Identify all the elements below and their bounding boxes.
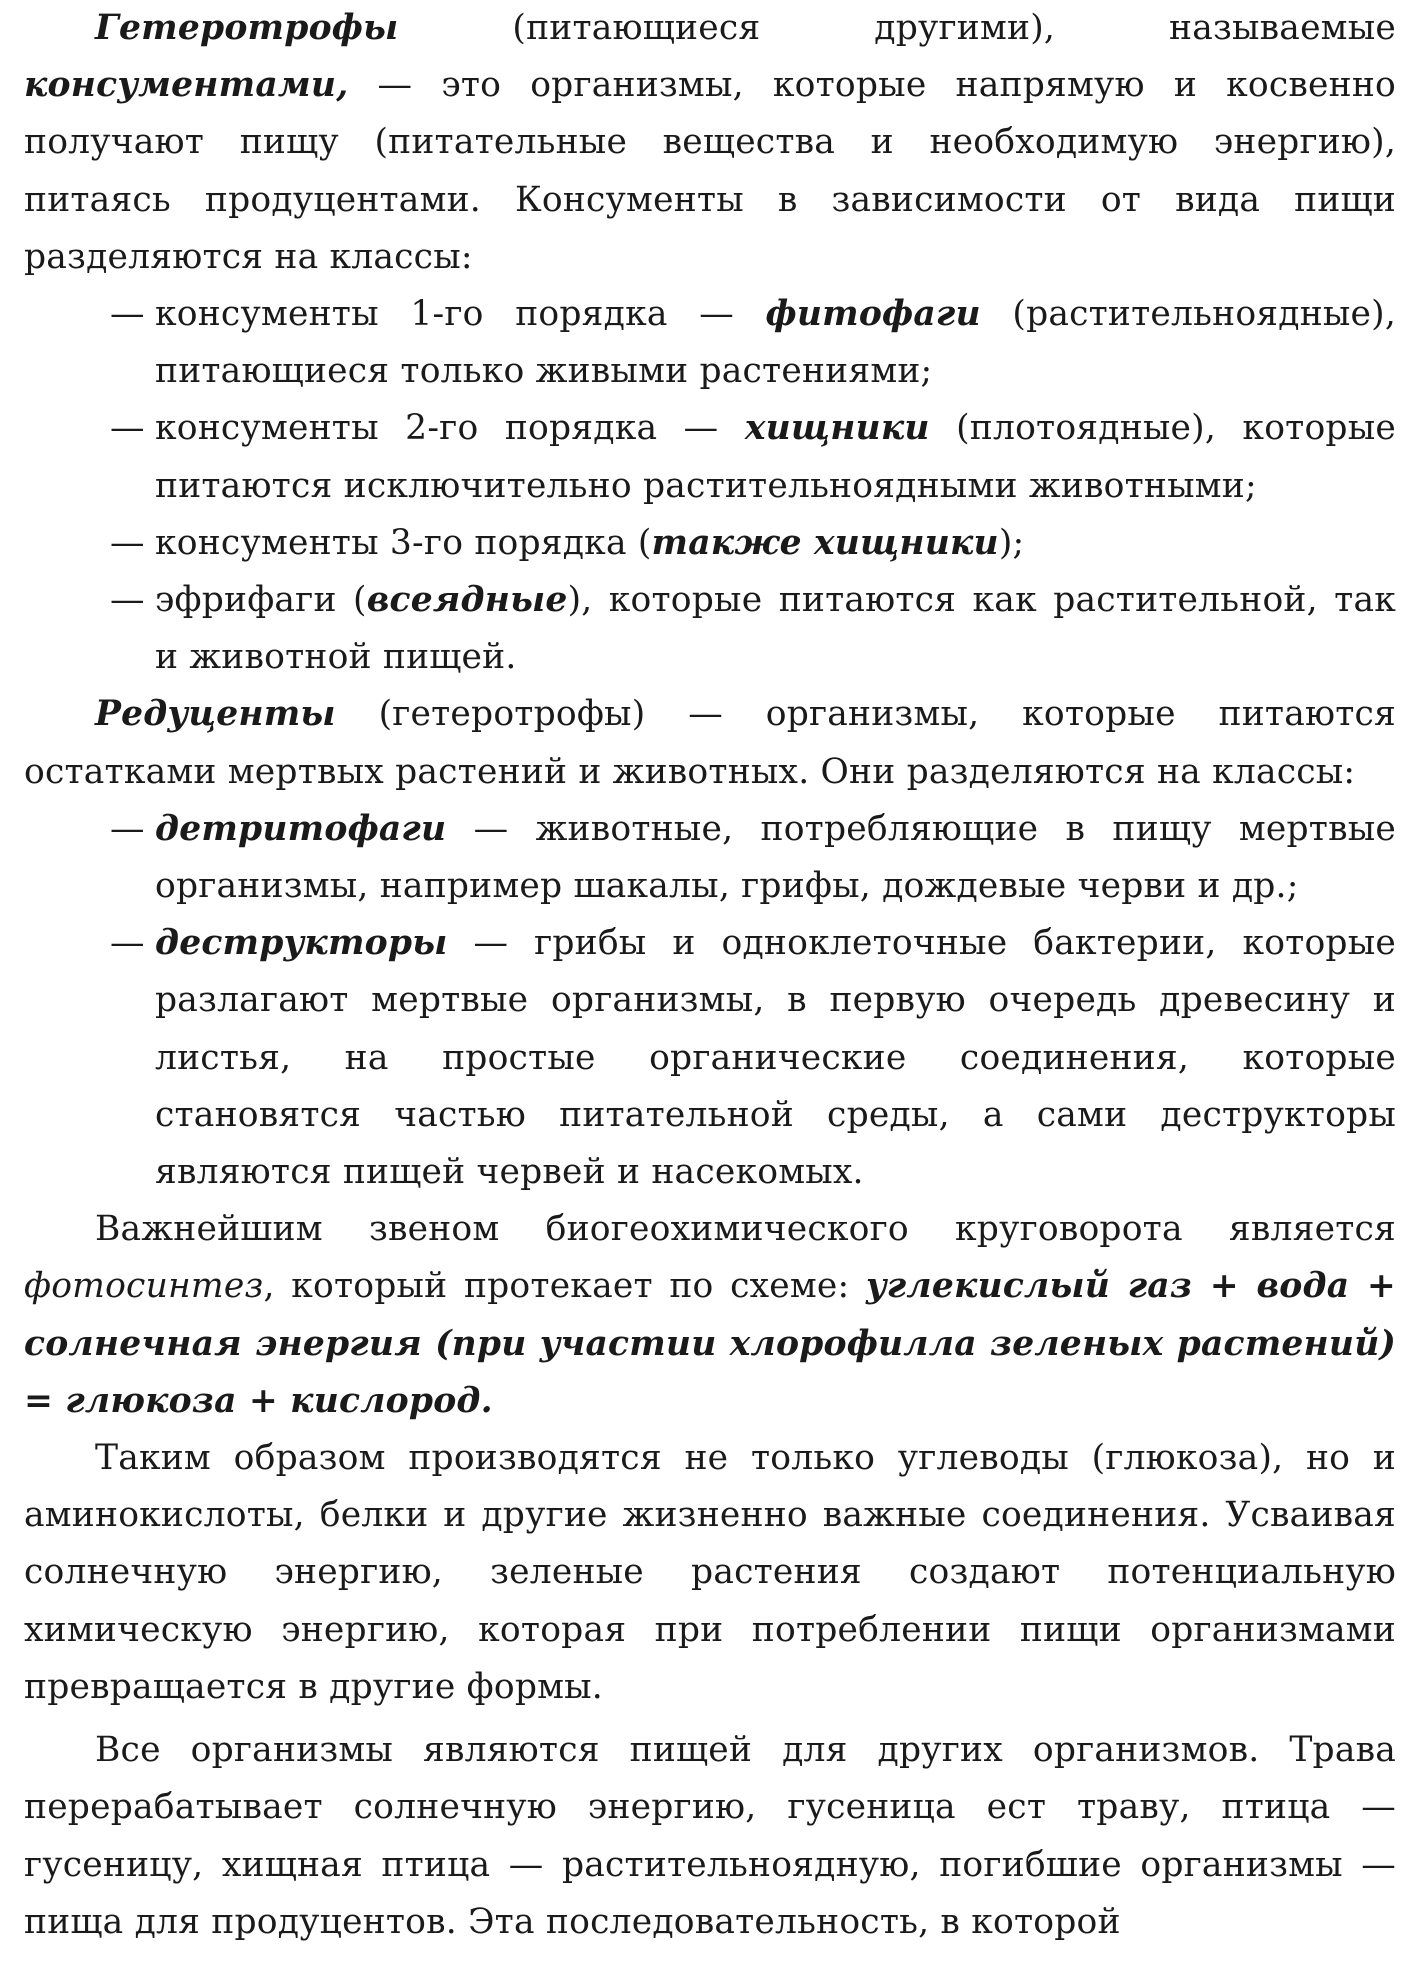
list-item <box>24 515 1396 572</box>
paragraph-heterotrophs <box>24 0 1396 286</box>
consumer-list <box>24 286 1396 686</box>
term-heterotrophs: Гетеротрофы <box>95 8 399 48</box>
text: — это организмы, которые напрямую и косвенно получают пищу (питательные вещества и необходимую энергию), питаясь продуцентами. Консументы в зависимости от вида пищи разделяются на классы: <box>24 65 1396 277</box>
term-consumers: консументами, <box>24 65 349 106</box>
term-reducers: Редуценты <box>95 694 336 735</box>
photosynthesis-formula: углекислый газ + вода + солнечная энергия (при участии хлорофилла зеленых растений) = глюкоза + кислород. <box>24 1266 1396 1421</box>
list-item <box>24 286 1396 400</box>
list-item <box>24 915 1396 1201</box>
book-page <box>24 0 1396 1951</box>
text: Важнейшим звеном биогеохимического круговорота является <box>95 1209 1396 1250</box>
dash: — <box>110 408 145 449</box>
paragraph-reducers <box>24 686 1396 800</box>
dash: — <box>110 923 145 964</box>
text: , который протекает по схеме: <box>263 1266 866 1307</box>
text: консументы 3-го порядка ( <box>155 522 652 563</box>
text: консументы 2-го порядка — <box>155 408 745 449</box>
paragraph-food-chain: Все организмы являются пищей для других организмов. Трава перерабатывает солнечную энергию, гусеница ест траву, птица — гусеницу, хищная птица — растительноядную, погибшие организмы — пища для продуцентов. Эта последовательность, в которой <box>24 1730 1396 1942</box>
text: ), которые питаются как растительной, так и животной пищей. <box>155 580 1396 678</box>
text: — животные, потребляющие в пищу мертвые организмы, например шакалы, грифы, дождевые черви и др.; <box>155 808 1396 907</box>
term: фитофаги <box>765 294 981 335</box>
list-item <box>24 400 1396 514</box>
text: (растительноядные), питающиеся только живыми растениями; <box>155 294 1396 392</box>
text: — грибы и одноклеточные бактерии, которые разлагают мертвые организмы, в первую очередь древесину и листья, на простые органические соединения, которые становятся частью питательной среды, а сами деструкторы являются пищей червей и насекомых. <box>155 923 1396 1193</box>
term: деструкторы <box>155 923 448 964</box>
text: (гетеротрофы) — организмы, которые питаются остатками мертвых растений и животных. Они разделяются на классы: <box>24 694 1396 792</box>
term: хищники <box>744 408 930 449</box>
paragraph-photosynthesis <box>24 1201 1396 1430</box>
term: детритофаги <box>155 808 447 849</box>
dash: — <box>110 808 145 849</box>
text: (плотоядные), которые питаются исключительно растительноядными животными; <box>155 408 1396 506</box>
reducer-list <box>24 801 1396 1201</box>
term: также хищники <box>651 522 999 563</box>
term-photosynthesis: фотосинтез <box>24 1266 264 1307</box>
text: эфрифаги ( <box>155 580 367 621</box>
text: ); <box>998 522 1025 563</box>
list-item <box>24 801 1396 915</box>
list-item <box>24 572 1396 686</box>
dash: — <box>110 522 145 563</box>
dash: — <box>110 580 145 621</box>
text: (питающиеся другими), называемые <box>398 8 1396 48</box>
text: консументы 1-го порядка — <box>155 294 766 335</box>
paragraph-production: Таким образом производятся не только углеводы (глюкоза), но и аминокислоты, белки и другие жизненно важные соединения. Усваивая солнечную энергию, зеленые растения создают потенциальную химическую энергию, которая при потреблении пищи организмами превращается в другие формы. <box>24 1438 1396 1707</box>
term: всеядные <box>366 580 568 621</box>
dash: — <box>110 294 145 335</box>
